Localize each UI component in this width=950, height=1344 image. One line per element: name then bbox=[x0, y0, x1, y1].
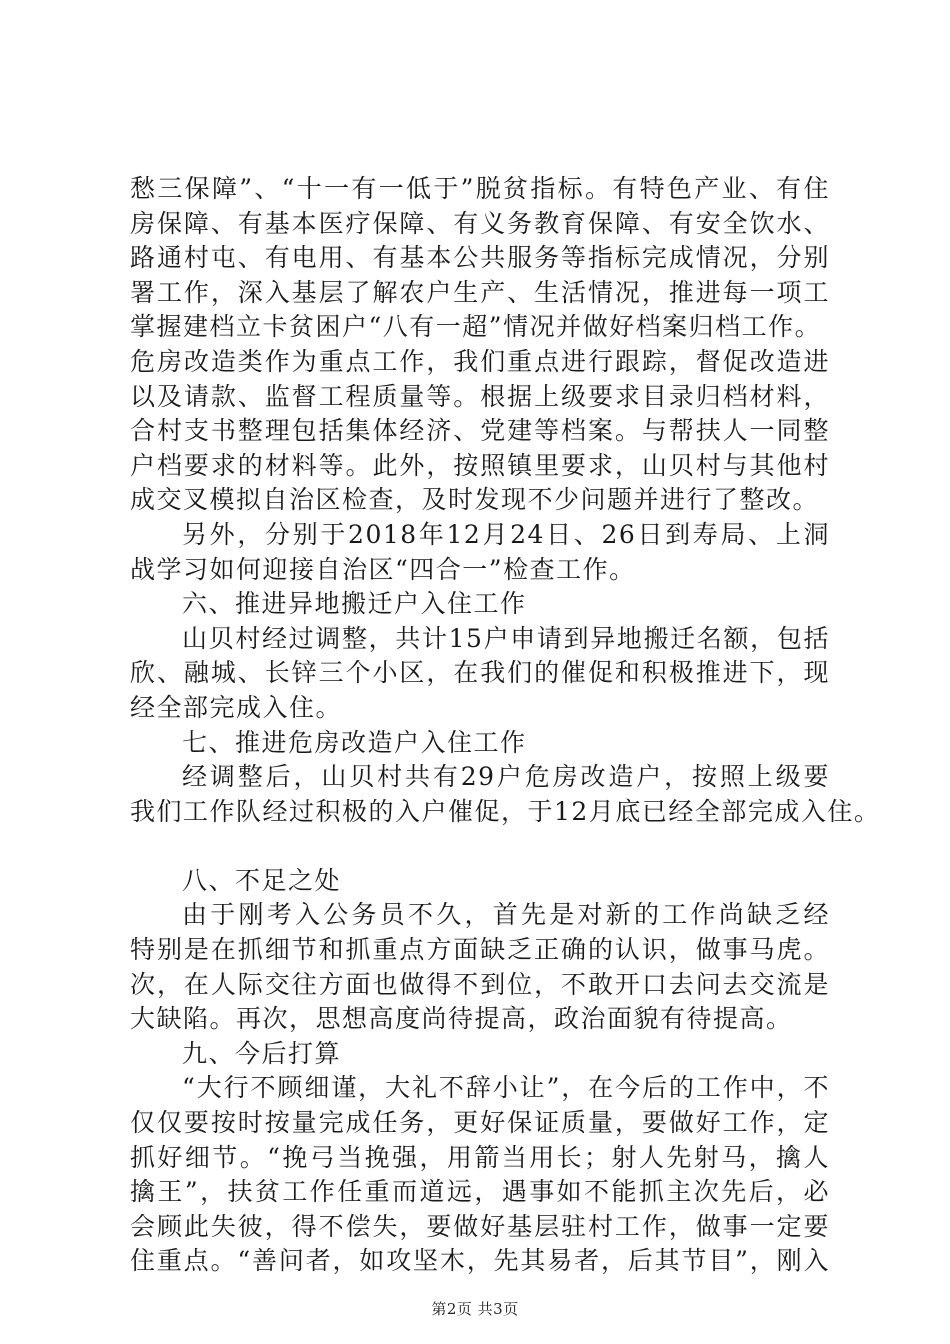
text-line: 我们工作队经过积极的入户催促，于12月底已经全部完成入住。 bbox=[130, 796, 881, 826]
text-line: 户档要求的材料等。此外，按照镇里要求，山贝村与其他村 bbox=[130, 450, 830, 480]
text-line: 另外，分别于2018年12月24日、26日到寿局、上洞 bbox=[182, 519, 830, 549]
text-line: 署工作，深入基层了解农户生产、生活情况，推进每一项工 bbox=[130, 277, 830, 307]
text-line: 战学习如何迎接自治区“四合一”检查工作。 bbox=[130, 554, 636, 584]
blank-line bbox=[130, 829, 830, 864]
text-line: 经全部完成入住。 bbox=[130, 692, 343, 722]
text-line: 成交叉模拟自治区检查，及时发现不少问题并进行了整改。 bbox=[130, 485, 820, 515]
section-heading: 六、推进异地搬迁户入住工作 bbox=[182, 589, 527, 619]
text-line: 山贝村经过调整，共计15户申请到异地搬迁名额，包括 bbox=[182, 623, 830, 653]
text-line: 掌握建档立卡贫困户“八有一超”情况并做好档案归档工作。 bbox=[130, 312, 822, 342]
text-line: 危房改造类作为重点工作，我们重点进行跟踪，督促改造进 bbox=[130, 346, 830, 376]
text-line: 大缺陷。再次，思想高度尚待提高，政治面貌有待提高。 bbox=[130, 1004, 793, 1034]
text-line: 由于刚考入公务员不久，首先是对新的工作尚缺乏经 bbox=[182, 900, 830, 930]
section-heading: 七、推进危房改造户入住工作 bbox=[182, 727, 527, 757]
text-line: 仅仅要按时按量完成任务，更好保证质量，要做好工作，定 bbox=[130, 1108, 830, 1138]
page-number-footer: 第2页 共3页 bbox=[431, 1300, 519, 1318]
section-heading: 九、今后打算 bbox=[182, 1038, 342, 1068]
text-line: 愁三保障”、“十一有一低于”脱贫指标。有特色产业、有住 bbox=[130, 174, 830, 203]
text-line: 抓好细节。“挽弓当挽强，用箭当用长；射人先射马，擒人 bbox=[130, 1142, 830, 1172]
text-line: “大行不顾细谨，大礼不辞小让”，在今后的工作中，不 bbox=[182, 1073, 830, 1103]
section-heading: 八、不足之处 bbox=[182, 865, 342, 895]
text-line: 特别是在抓细节和抓重点方面缺乏正确的认识，做事马虎。 bbox=[130, 935, 830, 965]
text-line: 以及请款、监督工程质量等。根据上级要求目录归档材料， bbox=[130, 381, 830, 411]
text-line: 次，在人际交往方面也做得不到位，不敢开口去问去交流是 bbox=[130, 969, 830, 999]
text-line: 会顾此失彼，得不偿失，要做好基层驻村工作，做事一定要 bbox=[130, 1211, 830, 1241]
text-line: 路通村屯、有电用、有基本公共服务等指标完成情况，分别 bbox=[130, 243, 830, 273]
text-line: 住重点。“善问者，如攻坚木，先其易者，后其节目”，刚入 bbox=[130, 1246, 830, 1276]
text-line: 合村支书整理包括集体经济、党建等档案。与帮扶人一同整 bbox=[130, 416, 830, 446]
text-line: 擒王”，扶贫工作任重而道远，遇事如不能抓主次先后，必 bbox=[130, 1177, 830, 1207]
document-body bbox=[130, 172, 881, 1279]
text-line: 欣、融城、长锌三个小区，在我们的催促和积极推进下，现 bbox=[130, 658, 830, 688]
text-line: 房保障、有基本医疗保障、有义务教育保障、有安全饮水、 bbox=[130, 208, 830, 238]
text-line: 经调整后，山贝村共有29户危房改造户，按照上级要 bbox=[182, 762, 830, 792]
